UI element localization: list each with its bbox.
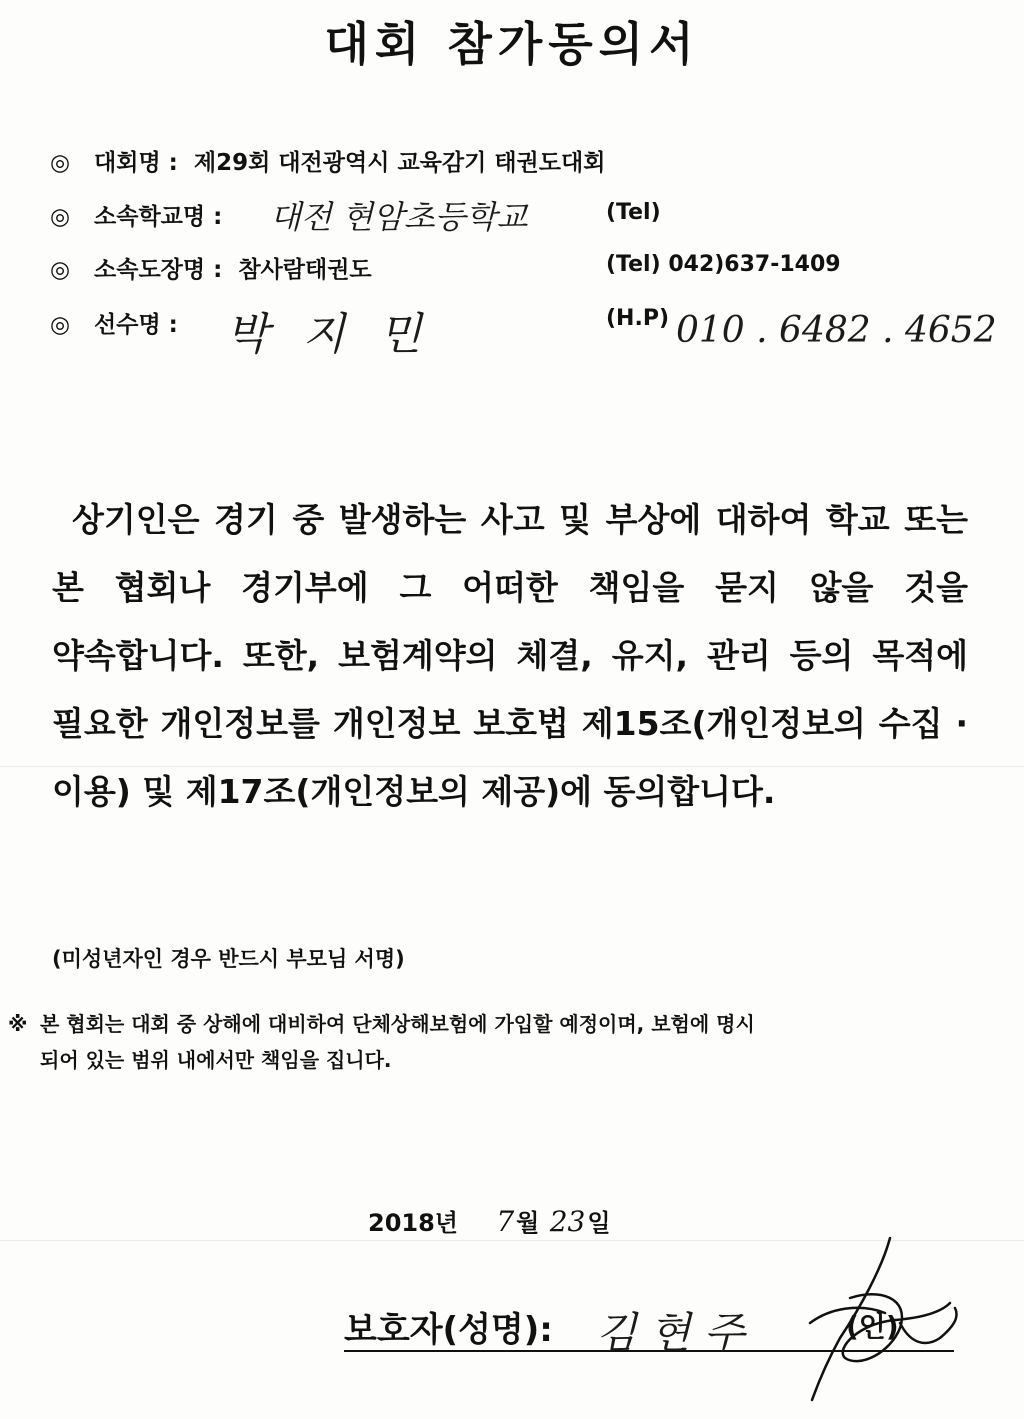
bullet-icon: ◎: [50, 257, 71, 283]
dojang-value: 참사람태권도: [238, 257, 372, 283]
athlete-name-handwritten: 박 지 민: [226, 309, 432, 360]
school-label: 소속학교명 :: [94, 204, 223, 230]
guardian-name-handwritten: 김 현 주: [596, 1308, 745, 1357]
athlete-hp-handwritten: 010 . 6482 . 4652: [676, 310, 997, 351]
consent-statement: 상기인은 경기 중 발생하는 사고 및 부상에 대하여 학교 또는 본 협회나 경기부에 그 어떠한 책임을 묻지 않을 것을 약속합니다. 또한, 보험계약의 체결, 유지, 관리 등의 목적에 필요한 개인정보를 개인정보 보호법 제15조(개인정보의 수집 · 이용) 및 제17조(개인정보의 제공)에 동의합니다.: [52, 500, 968, 811]
bullet-icon: ◎: [50, 312, 71, 338]
school-value-handwritten: 대전 현암초등학교: [270, 198, 528, 236]
dojang-tel-label: (Tel): [606, 252, 661, 277]
date-month-label: 월: [516, 1209, 540, 1237]
seal-label: (인): [846, 1310, 899, 1343]
date-month-handwritten: 7: [496, 1205, 515, 1238]
school-field: [50, 198, 230, 231]
athlete-hp-label: (H.P): [606, 306, 670, 331]
school-tel-label: (Tel): [606, 200, 661, 225]
dojang-label: 소속도장명 :: [94, 257, 223, 283]
dojang-tel-value: 042)637-1409: [668, 252, 841, 277]
competition-label: 대회명 :: [94, 150, 178, 176]
guardian-signature: [790, 1228, 980, 1408]
athlete-field: [50, 306, 186, 339]
date-year: 2018년: [368, 1209, 458, 1237]
signing-date: [368, 1203, 611, 1238]
notice-line-1: 본 협회는 대회 중 상해에 대비하여 단체상해보험에 가입할 예정이며, 보험에 명시: [40, 1012, 755, 1036]
competition-value: 제29회 대전광역시 교육감기 태권도대회: [193, 150, 606, 176]
notice-line-2: 되어 있는 범위 내에서만 책임을 집니다.: [40, 1048, 392, 1072]
bullet-icon: ◎: [50, 150, 71, 176]
athlete-label: 선수명 :: [94, 312, 178, 338]
date-day-label: 일: [587, 1209, 611, 1237]
dojang-field: [50, 251, 372, 284]
guardian-label: 보호자(성명):: [344, 1310, 553, 1350]
minor-signature-note: (미성년자인 경우 반드시 부모님 서명): [52, 947, 405, 971]
date-day-handwritten: 23: [549, 1205, 586, 1238]
insurance-notice: [8, 1006, 1012, 1078]
reference-mark-icon: ※: [8, 1012, 28, 1036]
bullet-icon: ◎: [50, 204, 71, 230]
document-title: 대회 참가동의서: [324, 17, 700, 71]
competition-field: [50, 144, 605, 177]
dojang-tel: [606, 252, 841, 277]
